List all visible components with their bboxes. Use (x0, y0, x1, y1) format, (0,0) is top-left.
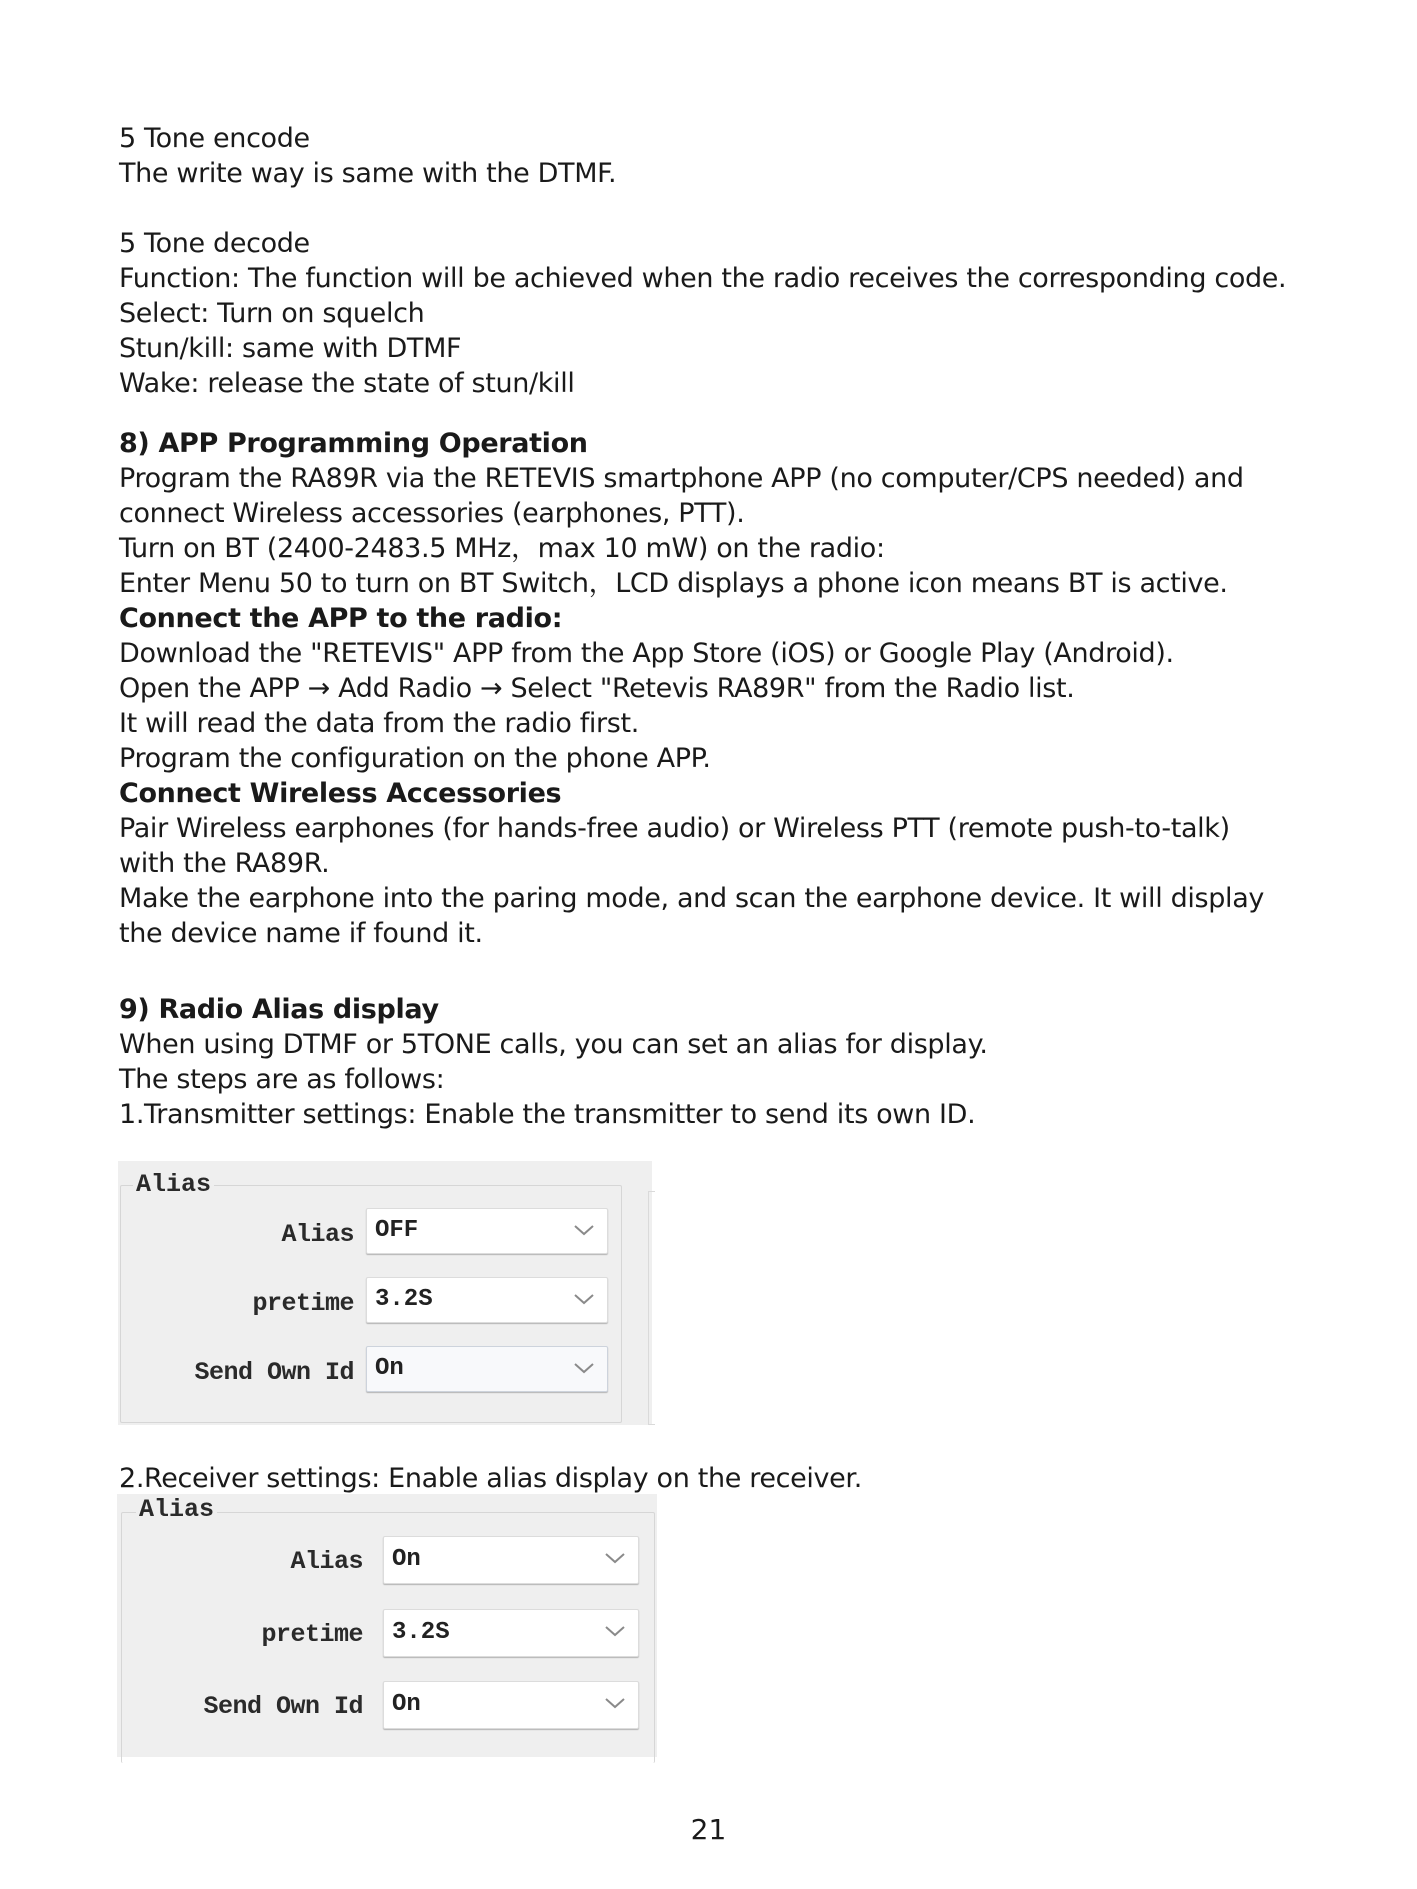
wireless-line-3: Make the earphone into the paring mode, and scan the earphone device. It will display (119, 883, 1265, 914)
connect-app-step-3: It will read the data from the radio first. (119, 708, 639, 739)
send-own-id-label: Send Own Id (194, 1358, 354, 1387)
section-9-receiver-step: 2.Receiver settings: Enable alias display on the receiver. (119, 1463, 862, 1494)
chevron-down-icon (604, 1551, 626, 1565)
section-9-heading: 9) Radio Alias display (119, 994, 439, 1025)
wireless-line-1: Pair Wireless earphones (for hands-free audio) or Wireless PTT (remote push-to-talk) (119, 813, 1230, 844)
section-8-intro-1: Program the RA89R via the RETEVIS smartphone APP (no computer/CPS needed) and (119, 463, 1244, 494)
chevron-down-icon (573, 1292, 595, 1306)
send-own-id-dropdown[interactable] (366, 1346, 608, 1392)
chevron-down-icon (573, 1223, 595, 1237)
chevron-down-icon (604, 1696, 626, 1710)
pretime-label: pretime (261, 1620, 363, 1649)
pretime-dropdown[interactable] (383, 1609, 639, 1657)
chevron-down-icon (573, 1361, 595, 1375)
page-number: 21 (690, 1813, 727, 1846)
alias-label: Alias (290, 1547, 363, 1576)
pretime-dropdown[interactable] (366, 1277, 608, 1323)
pretime-label: pretime (252, 1289, 354, 1318)
alias-group-title: Alias (136, 1496, 217, 1524)
decode-function: Function: The function will be achieved when the radio receives the corresponding code. (119, 263, 1287, 294)
wireless-line-4: the device name if found it. (119, 918, 483, 949)
send-own-id-dropdown-value: On (392, 1691, 421, 1718)
section-8-menu-line: Enter Menu 50 to turn on BT Switch，LCD displays a phone icon means BT is active. (119, 568, 1228, 599)
pretime-dropdown-value: 3.2S (392, 1619, 450, 1646)
send-own-id-dropdown-value: On (375, 1355, 404, 1382)
connect-app-step-1: Download the "RETEVIS" APP from the App Store (iOS) or Google Play (Android). (119, 638, 1174, 669)
transmitter-settings-screenshot (118, 1161, 652, 1425)
alias-dropdown[interactable] (383, 1536, 639, 1584)
decode-select: Select: Turn on squelch (119, 298, 425, 329)
section-8-bt-line: Turn on BT (2400-2483.5 MHz，max 10 mW) on the radio: (119, 533, 885, 564)
alias-label: Alias (281, 1220, 354, 1249)
section-9-transmitter-step: 1.Transmitter settings: Enable the transmitter to send its own ID. (119, 1099, 976, 1130)
connect-app-heading: Connect the APP to the radio: (119, 603, 563, 634)
encode-text: The write way is same with the DTMF. (119, 158, 617, 189)
decode-stun-kill: Stun/kill: same with DTMF (119, 333, 462, 364)
connect-app-step-4: Program the configuration on the phone APP. (119, 743, 711, 774)
decode-title: 5 Tone decode (119, 228, 310, 259)
connect-app-step-2: Open the APP → Add Radio → Select "Retevis RA89R" from the Radio list. (119, 673, 1075, 704)
section-9-line-2: The steps are as follows: (119, 1064, 445, 1095)
wireless-heading: Connect Wireless Accessories (119, 778, 562, 809)
send-own-id-dropdown[interactable] (383, 1681, 639, 1729)
alias-dropdown[interactable] (366, 1208, 608, 1254)
adjacent-group-frame (648, 1191, 655, 1425)
wireless-line-2: with the RA89R. (119, 848, 330, 879)
alias-group-title: Alias (133, 1171, 214, 1199)
chevron-down-icon (604, 1624, 626, 1638)
alias-dropdown-value: On (392, 1546, 421, 1573)
section-8-intro-2: connect Wireless accessories (earphones, PTT). (119, 498, 745, 529)
section-8-heading: 8) APP Programming Operation (119, 428, 588, 459)
pretime-dropdown-value: 3.2S (375, 1286, 433, 1313)
decode-wake: Wake: release the state of stun/kill (119, 368, 575, 399)
section-9-line-1: When using DTMF or 5TONE calls, you can set an alias for display. (119, 1029, 988, 1060)
encode-title: 5 Tone encode (119, 123, 310, 154)
alias-dropdown-value: OFF (375, 1217, 419, 1244)
send-own-id-label: Send Own Id (203, 1692, 363, 1721)
receiver-settings-screenshot (117, 1494, 657, 1757)
